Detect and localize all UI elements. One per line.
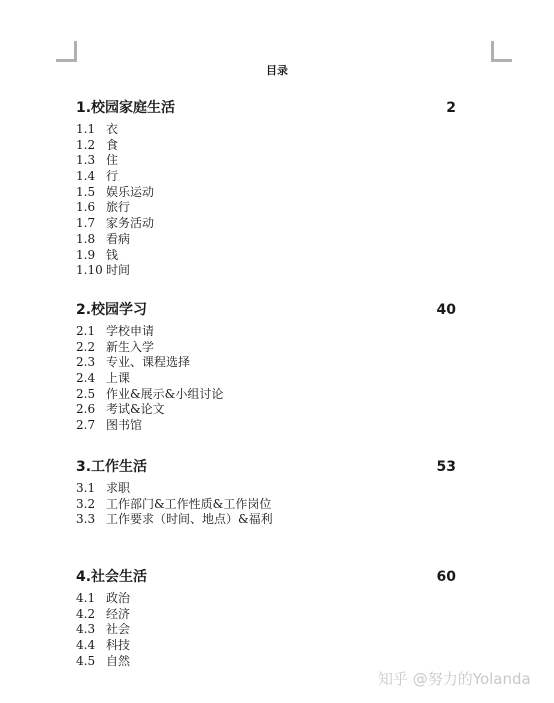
toc-item[interactable] (76, 138, 456, 154)
item-number: 2.6 (76, 402, 96, 417)
item-label: 上课 (106, 371, 131, 386)
section-page-number: 2 (446, 100, 456, 116)
toc-item[interactable] (76, 387, 456, 403)
item-number: 2.5 (76, 386, 96, 401)
toc-item[interactable] (76, 263, 456, 279)
toc-section (76, 567, 456, 669)
item-label: 考试&论文 (106, 402, 165, 417)
toc-item[interactable] (76, 122, 456, 138)
item-label: 看病 (106, 231, 131, 246)
toc-item-list (76, 591, 456, 669)
item-number: 2.3 (76, 355, 96, 370)
toc-item[interactable] (76, 607, 456, 623)
toc-item[interactable] (76, 248, 456, 264)
toc-item[interactable] (76, 200, 456, 216)
item-number: 1.1 (76, 122, 96, 136)
item-label: 新生入学 (106, 339, 155, 354)
item-number: 1.4 (76, 169, 96, 184)
item-label: 娱乐运动 (106, 184, 155, 199)
item-number: 3.2 (76, 496, 96, 511)
toc-item[interactable] (76, 340, 456, 356)
toc-item[interactable] (76, 153, 456, 169)
item-number: 2.1 (76, 324, 96, 338)
item-label: 旅行 (106, 200, 131, 215)
item-label: 经济 (106, 606, 131, 621)
item-number: 3.1 (76, 481, 96, 495)
section-heading: 1.校园家庭生活 (76, 100, 176, 116)
toc-item[interactable] (76, 402, 456, 418)
item-number: 1.8 (76, 231, 96, 246)
item-label: 行 (106, 169, 119, 184)
section-heading: 2.校园学习 (76, 302, 148, 318)
toc-item[interactable] (76, 324, 456, 340)
section-page-number: 53 (436, 459, 456, 475)
item-number: 4.5 (76, 653, 96, 668)
item-label: 学校申请 (106, 324, 155, 338)
section-page-number: 60 (436, 569, 456, 585)
toc-section (76, 98, 456, 279)
item-label: 工作要求（时间、地点）&福利 (106, 512, 273, 527)
item-number: 1.3 (76, 153, 96, 168)
item-label: 衣 (106, 122, 119, 136)
item-label: 社会 (106, 622, 131, 637)
toc-item[interactable] (76, 216, 456, 232)
item-number: 4.1 (76, 591, 96, 605)
item-label: 求职 (106, 481, 131, 495)
toc-item-list (76, 324, 456, 434)
section-heading-row[interactable] (76, 300, 456, 320)
item-number: 1.7 (76, 216, 96, 231)
item-label: 政治 (106, 591, 131, 605)
item-label: 科技 (106, 638, 131, 653)
toc-item[interactable] (76, 481, 456, 497)
item-number: 2.7 (76, 418, 96, 433)
item-number: 2.4 (76, 371, 96, 386)
item-label: 住 (106, 153, 119, 168)
item-number: 2.2 (76, 339, 96, 354)
item-label: 时间 (106, 263, 131, 278)
section-page-number: 40 (436, 302, 456, 318)
section-heading: 3.工作生活 (76, 459, 148, 475)
item-number: 1.10 (76, 263, 103, 278)
section-heading: 4.社会生活 (76, 569, 148, 585)
item-number: 1.6 (76, 200, 96, 215)
section-heading-row[interactable] (76, 567, 456, 587)
toc-item[interactable] (76, 418, 456, 434)
page-corner-mark-right (491, 41, 512, 62)
toc-section (76, 457, 456, 528)
item-number: 1.9 (76, 247, 96, 262)
item-number: 1.5 (76, 184, 96, 199)
item-number: 4.2 (76, 606, 96, 621)
section-heading-row[interactable] (76, 457, 456, 477)
item-label: 工作部门&工作性质&工作岗位 (106, 496, 272, 511)
toc-item[interactable] (76, 371, 456, 387)
toc-item[interactable] (76, 622, 456, 638)
item-label: 作业&展示&小组讨论 (106, 386, 224, 401)
toc-item-list (76, 122, 456, 279)
toc-item[interactable] (76, 497, 456, 513)
toc-title: 目录 (266, 64, 288, 77)
toc-section (76, 300, 456, 434)
toc-item[interactable] (76, 232, 456, 248)
watermark: 知乎 @努力的Yolanda (378, 670, 531, 688)
item-number: 1.2 (76, 137, 96, 152)
item-number: 4.4 (76, 638, 96, 653)
toc-item[interactable] (76, 355, 456, 371)
item-label: 食 (106, 137, 119, 152)
item-label: 自然 (106, 653, 131, 668)
item-number: 4.3 (76, 622, 96, 637)
item-label: 钱 (106, 247, 119, 262)
toc-item[interactable] (76, 169, 456, 185)
page-corner-mark-left (56, 41, 77, 62)
item-label: 家务活动 (106, 216, 155, 231)
section-heading-row[interactable] (76, 98, 456, 118)
toc-item[interactable] (76, 185, 456, 201)
item-number: 3.3 (76, 512, 96, 527)
item-label: 专业、课程选择 (106, 355, 191, 370)
toc-item[interactable] (76, 512, 456, 528)
toc-item[interactable] (76, 638, 456, 654)
item-label: 图书馆 (106, 418, 143, 433)
toc-item-list (76, 481, 456, 528)
toc-item[interactable] (76, 591, 456, 607)
